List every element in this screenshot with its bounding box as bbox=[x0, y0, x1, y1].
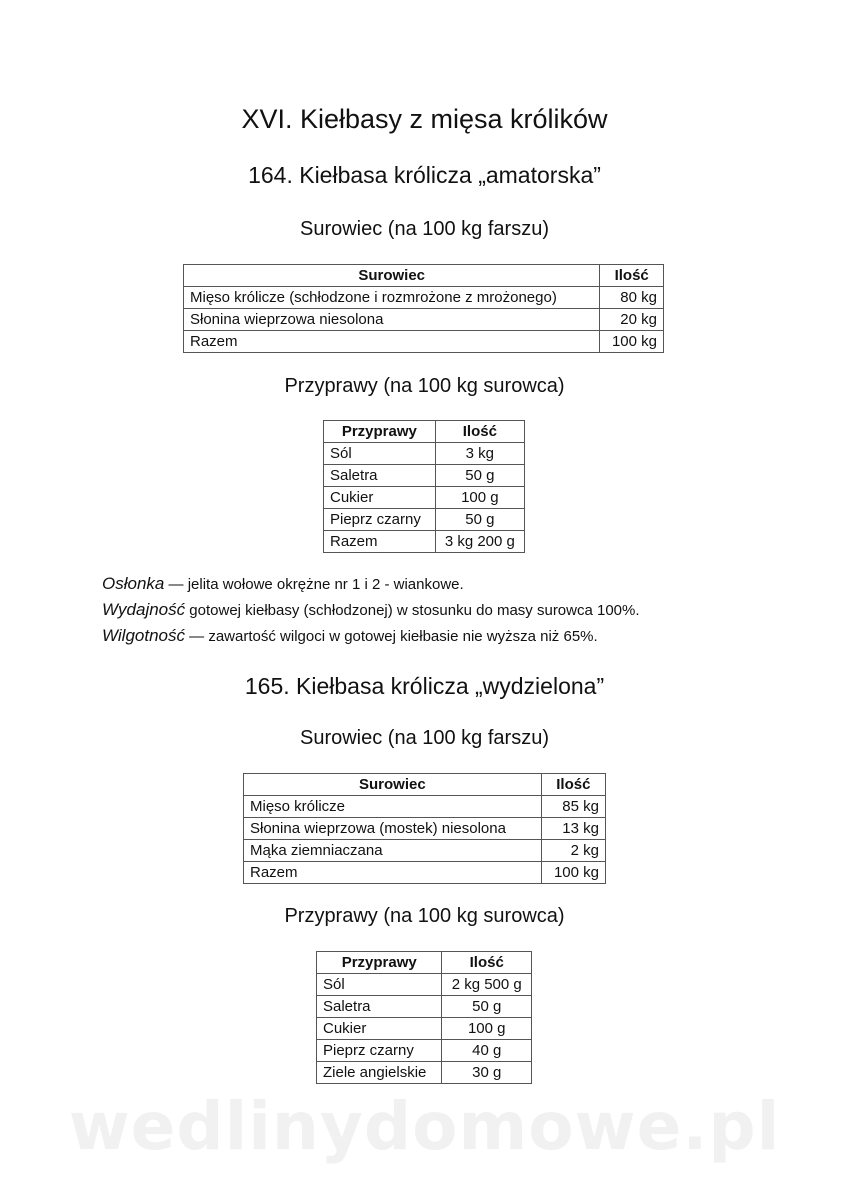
spice-cell: Cukier bbox=[324, 487, 436, 509]
column-header: Ilość bbox=[600, 265, 664, 287]
recipe-165-raw-table bbox=[243, 773, 606, 884]
table-row bbox=[244, 840, 606, 862]
table-row bbox=[244, 818, 606, 840]
quantity-cell: 40 g bbox=[442, 1040, 532, 1062]
table-row bbox=[324, 443, 525, 465]
note-term: Osłonka bbox=[102, 574, 165, 593]
table-row bbox=[317, 1040, 532, 1062]
note-line bbox=[102, 571, 640, 597]
quantity-cell: 20 kg bbox=[600, 309, 664, 331]
column-header: Przyprawy bbox=[317, 952, 442, 974]
spice-cell: Pieprz czarny bbox=[324, 509, 436, 531]
spice-cell: Razem bbox=[324, 531, 436, 553]
table-row bbox=[324, 509, 525, 531]
recipe-165-raw-heading: Surowiec (na 100 kg farszu) bbox=[299, 727, 549, 749]
column-header: Ilość bbox=[442, 952, 532, 974]
quantity-cell: 50 g bbox=[435, 509, 524, 531]
chapter-title: XVI. Kiełbasy z mięsa królików bbox=[241, 104, 608, 134]
note-line bbox=[102, 597, 640, 623]
spice-cell: Cukier bbox=[317, 1018, 442, 1040]
column-header: Surowiec bbox=[244, 774, 542, 796]
recipe-165-spice-table bbox=[316, 951, 532, 1084]
table-row bbox=[324, 487, 525, 509]
table-row bbox=[184, 309, 664, 331]
recipe-165-title: 165. Kiełbasa królicza „wydzielona” bbox=[244, 673, 605, 699]
table-row bbox=[184, 287, 664, 309]
quantity-cell: 85 kg bbox=[541, 796, 605, 818]
column-header: Ilość bbox=[541, 774, 605, 796]
note-text: — jelita wołowe okrężne nr 1 i 2 - wiankowe. bbox=[164, 576, 464, 593]
recipe-164-raw-table bbox=[183, 264, 664, 353]
table-header-row bbox=[244, 774, 606, 796]
quantity-cell: 30 g bbox=[442, 1062, 532, 1084]
note-line bbox=[102, 623, 640, 649]
quantity-cell: 100 kg bbox=[600, 331, 664, 353]
note-text: — zawartość wilgoci w gotowej kiełbasie nie wyższa niż 65%. bbox=[185, 628, 598, 645]
table-header-row bbox=[184, 265, 664, 287]
spice-cell: Sól bbox=[324, 443, 436, 465]
table-row bbox=[317, 1018, 532, 1040]
ingredient-cell: Razem bbox=[244, 862, 542, 884]
ingredient-cell: Słonina wieprzowa niesolona bbox=[184, 309, 600, 331]
table-row bbox=[324, 465, 525, 487]
column-header: Przyprawy bbox=[324, 421, 436, 443]
column-header: Surowiec bbox=[184, 265, 600, 287]
quantity-cell: 100 g bbox=[442, 1018, 532, 1040]
recipe-164-spice-table bbox=[323, 420, 525, 553]
table-row bbox=[324, 531, 525, 553]
table-header-row bbox=[324, 421, 525, 443]
quantity-cell: 3 kg bbox=[435, 443, 524, 465]
table-row bbox=[244, 796, 606, 818]
table-row bbox=[317, 996, 532, 1018]
spice-cell: Saletra bbox=[324, 465, 436, 487]
spice-cell: Saletra bbox=[317, 996, 442, 1018]
quantity-cell: 2 kg 500 g bbox=[442, 974, 532, 996]
recipe-164-raw-heading: Surowiec (na 100 kg farszu) bbox=[299, 218, 549, 240]
table-row bbox=[317, 974, 532, 996]
column-header: Ilość bbox=[435, 421, 524, 443]
ingredient-cell: Razem bbox=[184, 331, 600, 353]
recipe-164-spice-heading: Przyprawy (na 100 kg surowca) bbox=[284, 375, 565, 397]
spice-cell: Ziele angielskie bbox=[317, 1062, 442, 1084]
quantity-cell: 100 g bbox=[435, 487, 524, 509]
table-row bbox=[244, 862, 606, 884]
table-header-row bbox=[317, 952, 532, 974]
quantity-cell: 50 g bbox=[435, 465, 524, 487]
note-term: Wilgotność bbox=[102, 626, 185, 645]
recipe-164-title: 164. Kiełbasa królicza „amatorska” bbox=[248, 162, 601, 188]
watermark: wedlinydomowe.pl bbox=[68, 1088, 781, 1165]
spice-cell: Pieprz czarny bbox=[317, 1040, 442, 1062]
quantity-cell: 50 g bbox=[442, 996, 532, 1018]
table-row bbox=[184, 331, 664, 353]
quantity-cell: 80 kg bbox=[600, 287, 664, 309]
quantity-cell: 3 kg 200 g bbox=[435, 531, 524, 553]
recipe-164-notes bbox=[102, 571, 640, 649]
ingredient-cell: Mąka ziemniaczana bbox=[244, 840, 542, 862]
quantity-cell: 2 kg bbox=[541, 840, 605, 862]
quantity-cell: 13 kg bbox=[541, 818, 605, 840]
table-row bbox=[317, 1062, 532, 1084]
recipe-165-spice-heading: Przyprawy (na 100 kg surowca) bbox=[284, 905, 565, 927]
note-text: gotowej kiełbasy (schłodzonej) w stosunku do masy surowca 100%. bbox=[185, 602, 640, 619]
ingredient-cell: Słonina wieprzowa (mostek) niesolona bbox=[244, 818, 542, 840]
spice-cell: Sól bbox=[317, 974, 442, 996]
ingredient-cell: Mięso królicze bbox=[244, 796, 542, 818]
note-term: Wydajność bbox=[102, 600, 186, 619]
ingredient-cell: Mięso królicze (schłodzone i rozmrożone z mrożonego) bbox=[184, 287, 600, 309]
quantity-cell: 100 kg bbox=[541, 862, 605, 884]
